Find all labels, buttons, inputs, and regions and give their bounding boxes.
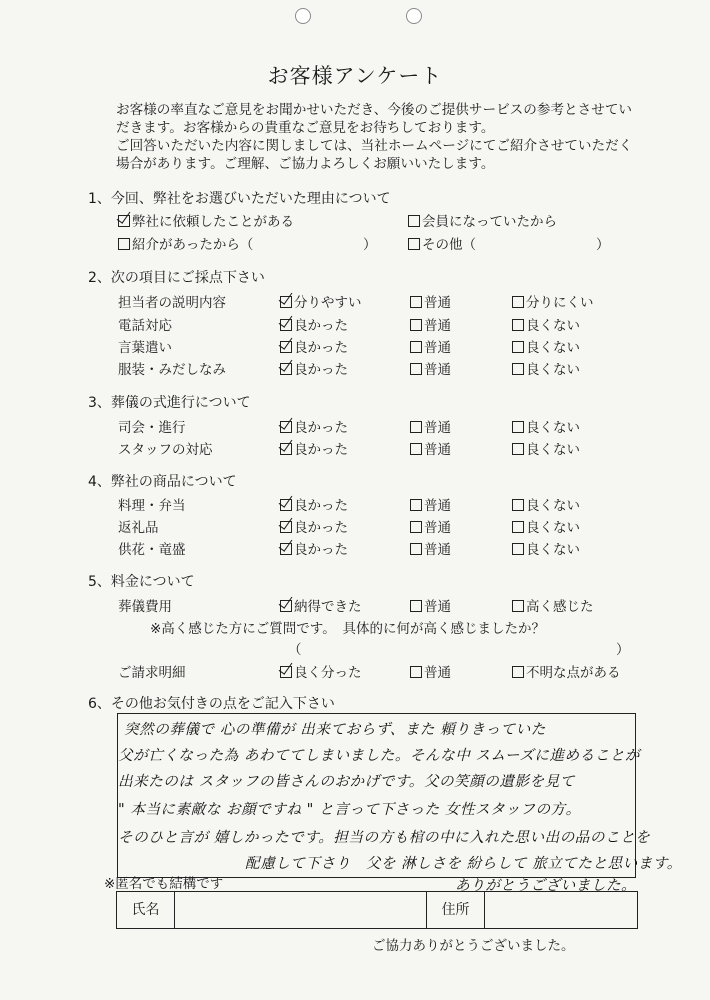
handwritten-line-5: そのひと言が 嬉しかったです。担当の方も棺の中に入れた思い出の品のことを: [118, 829, 651, 846]
q6-heading: 6、その他お気付きの点をご記入下さい: [88, 696, 335, 712]
handwritten-line-1: 突然の葬儀で 心の準備が 出来ておらず、また 頼りきっていた: [124, 721, 546, 738]
name-field[interactable]: [175, 892, 427, 928]
intro-line-3: ご回答いただいた内容に関しましては、当社ホームページにてご紹介させていただく: [116, 138, 633, 154]
q4-row2-option3[interactable]: 良くない: [512, 516, 580, 536]
checkbox-icon: [410, 341, 422, 353]
q5-bill-option3[interactable]: 不明な点がある: [512, 661, 621, 681]
checkbox-icon: [512, 363, 524, 375]
q2-row-label: 担当者の説明内容: [118, 295, 226, 311]
intro-line-4: 場合があります。ご理解、ご協力よろしくお願いいたします。: [116, 156, 495, 172]
q3-row2-option1[interactable]: 良かった: [280, 438, 348, 458]
checkbox-checked-icon: [118, 215, 130, 227]
checkbox-icon: [512, 543, 524, 555]
checkbox-icon: [512, 421, 524, 433]
name-label: 氏名: [117, 892, 175, 928]
checkbox-checked-icon: [280, 543, 292, 555]
page-title: お客様アンケート: [267, 64, 443, 88]
q1-option-referral[interactable]: 紹介があったから（: [118, 233, 253, 253]
checkbox-checked-icon: [280, 499, 292, 511]
q5-heading: 5、料金について: [88, 574, 195, 590]
q2-row3-option1[interactable]: 良かった: [280, 336, 348, 356]
checkbox-icon: [512, 443, 524, 455]
checkbox-icon: [408, 215, 420, 227]
q5-bill-label: ご請求明細: [118, 665, 186, 681]
q2-row4-option1[interactable]: 良かった: [280, 358, 348, 378]
q1-option-past-request[interactable]: 弊社に依頼したことがある: [118, 210, 294, 230]
checkbox-icon: [410, 499, 422, 511]
handwritten-line-4: " 本当に素敵な お顔ですね " と言って下さった 女性スタッフの方。: [118, 801, 581, 818]
handwritten-line-6: 配慮して下さり 父を 淋しさを 紛らして 旅立てたと思います。: [245, 855, 682, 872]
q5-fee-option3[interactable]: 高く感じた: [512, 595, 594, 615]
q2-row3-option3[interactable]: 良くない: [512, 336, 580, 356]
q5-bill-option1[interactable]: 良く分った: [280, 661, 362, 681]
checkbox-icon: [410, 666, 422, 678]
q3-row2-option3[interactable]: 良くない: [512, 438, 580, 458]
checkbox-icon: [512, 296, 524, 308]
q5-fee-option1[interactable]: 納得できた: [280, 595, 362, 615]
checkbox-icon: [410, 319, 422, 331]
q5-bill-option2[interactable]: 普通: [410, 661, 451, 681]
q4-row1-option3[interactable]: 良くない: [512, 494, 580, 514]
q1-other-close-paren: ）: [596, 237, 610, 253]
q1-heading: 1、今回、弊社をお選びいただいた理由について: [88, 191, 391, 207]
q2-row2-option3[interactable]: 良くない: [512, 314, 580, 334]
checkbox-checked-icon: [280, 666, 292, 678]
checkbox-checked-icon: [280, 296, 292, 308]
q3-row-label: スタッフの対応: [118, 442, 213, 458]
thanks-text: ご協力ありがとうございました。: [372, 938, 575, 954]
address-field[interactable]: [485, 892, 635, 928]
q5-close-paren: ）: [616, 642, 630, 658]
handwritten-line-3: 出来たのは スタッフの皆さんのおかげです。父の笑顔の遺影を見て: [118, 773, 575, 790]
checkbox-icon: [410, 543, 422, 555]
checkbox-icon: [410, 296, 422, 308]
checkbox-icon: [512, 341, 524, 353]
checkbox-icon: [512, 319, 524, 331]
q2-row1-option3[interactable]: 分りにくい: [512, 291, 594, 311]
q4-row3-option2[interactable]: 普通: [410, 538, 451, 558]
q2-row-label: 言葉遣い: [118, 340, 172, 356]
q5-fee-option2[interactable]: 普通: [410, 595, 451, 615]
q4-row3-option1[interactable]: 良かった: [280, 538, 348, 558]
q3-heading: 3、葬儀の式進行について: [88, 395, 251, 411]
checkbox-icon: [410, 521, 422, 533]
address-label: 住所: [427, 892, 485, 928]
checkbox-icon: [512, 600, 524, 612]
q1-referral-close-paren: ）: [363, 237, 377, 253]
punch-hole-right: [406, 8, 422, 24]
q2-row1-option2[interactable]: 普通: [410, 291, 451, 311]
q2-row-label: 電話対応: [118, 318, 172, 334]
checkbox-checked-icon: [280, 421, 292, 433]
checkbox-checked-icon: [280, 319, 292, 331]
q4-heading: 4、弊社の商品について: [88, 474, 237, 490]
q2-row-label: 服装・みだしなみ: [118, 362, 226, 378]
checkbox-checked-icon: [280, 443, 292, 455]
q1-option-other[interactable]: その他（: [408, 233, 476, 253]
q1-option-member[interactable]: 会員になっていたから: [408, 210, 557, 230]
handwritten-line-2: 父が亡くなった為 あわててしまいました。そんな中 スムーズに進めることが: [118, 747, 641, 764]
checkbox-icon: [410, 443, 422, 455]
checkbox-icon: [410, 600, 422, 612]
q4-row1-option2[interactable]: 普通: [410, 494, 451, 514]
checkbox-checked-icon: [280, 600, 292, 612]
q4-row-label: 返礼品: [118, 520, 159, 536]
q2-row2-option2[interactable]: 普通: [410, 314, 451, 334]
q3-row1-option1[interactable]: 良かった: [280, 416, 348, 436]
q3-row1-option2[interactable]: 普通: [410, 416, 451, 436]
checkbox-icon: [410, 421, 422, 433]
checkbox-icon: [512, 521, 524, 533]
q3-row-label: 司会・進行: [118, 420, 186, 436]
q5-fee-label: 葬儀費用: [118, 599, 172, 615]
checkbox-icon: [118, 238, 130, 250]
q4-row3-option3[interactable]: 良くない: [512, 538, 580, 558]
intro-line-1: お客様の率直なご意見をお聞かせいただき、今後のご提供サービスの参考とさせてい: [116, 102, 633, 118]
checkbox-icon: [512, 666, 524, 678]
checkbox-icon: [410, 363, 422, 375]
q5-note: ※高く感じた方にご質問です。 具体的に何が高く感じましたか？: [150, 621, 545, 637]
q2-row3-option2[interactable]: 普通: [410, 336, 451, 356]
q2-row4-option2[interactable]: 普通: [410, 358, 451, 378]
contact-table: [116, 891, 638, 929]
checkbox-checked-icon: [280, 363, 292, 375]
q4-row2-option1[interactable]: 良かった: [280, 516, 348, 536]
q2-row1-option1[interactable]: 分りやすい: [280, 291, 362, 311]
checkbox-checked-icon: [280, 521, 292, 533]
checkbox-icon: [408, 238, 420, 250]
checkbox-checked-icon: [280, 341, 292, 353]
punch-hole-left: [295, 8, 311, 24]
q2-heading: 2、次の項目にご採点下さい: [88, 270, 265, 286]
q3-row1-option3[interactable]: 良くない: [512, 416, 580, 436]
q3-row2-option2[interactable]: 普通: [410, 438, 451, 458]
q4-row1-option1[interactable]: 良かった: [280, 494, 348, 514]
q5-open-paren: （: [288, 642, 302, 658]
q4-row-label: 料理・弁当: [118, 498, 186, 514]
anonymous-note: ※匿名でも結構です: [104, 876, 224, 892]
handwritten-line-7: ありがとうございました。: [455, 877, 637, 894]
q4-row2-option2[interactable]: 普通: [410, 516, 451, 536]
checkbox-icon: [512, 499, 524, 511]
intro-line-2: だきます。お客様からの貴重なご意見をお待ちしております。: [116, 120, 495, 136]
q2-row4-option3[interactable]: 良くない: [512, 358, 580, 378]
q2-row2-option1[interactable]: 良かった: [280, 314, 348, 334]
q4-row-label: 供花・竜盛: [118, 542, 186, 558]
